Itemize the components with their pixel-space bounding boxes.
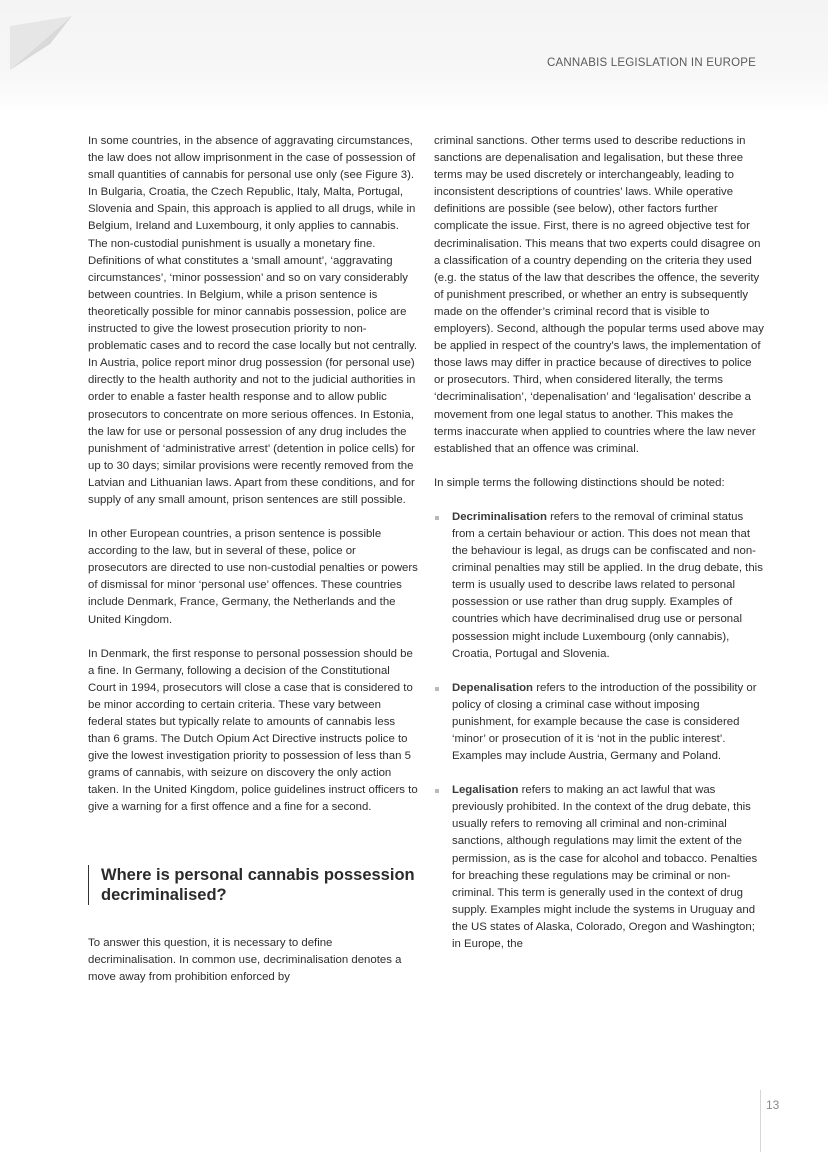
definition-term: Legalisation (452, 784, 519, 797)
definition-text: refers to making an act lawful that was previously prohibited. In the context of the drug debate, this usually refers to removing all criminal and non-criminal sanctions, although regulations may limit the extent of the permission, as is the case for alcohol and tobacco. Penalties for breaching these regulations may be criminal or non-criminal. This term is generally used in the context of drug supply. Examples might include the systems in Uruguay and the US states of Alaska, Colorado, Oregon and Washington; in Europe, the (452, 784, 758, 951)
definition-item (434, 782, 764, 953)
page-number: 13 (766, 1098, 780, 1112)
page-corner-fold-graphic (10, 14, 74, 70)
right-column (434, 133, 764, 970)
body-paragraph: In Denmark, the first response to personal possession should be a fine. In Germany, following a decision of the Constitutional Court in 1994, prosecutors will close a case that is considered to be minor according to certain criteria. These vary between federal states but typically relate to amounts of cannabis less than 6 grams. The Dutch Opium Act Directive instructs police to give the lowest investigation priority to possession of less than 5 grams of cannabis, with seizure on discovery the only action taken. In the United Kingdom, police guidelines instruct officers to give a warning for a first offence and a fine for a second. (88, 647, 418, 814)
section-heading: Where is personal cannabis possession decriminalised? (88, 865, 418, 905)
left-column (88, 133, 418, 1003)
body-paragraph: criminal sanctions. Other terms used to describe reductions in sanctions are depenalisation and legalisation, but these three terms may be used discretely or interchangeably, leading to inconsistent descriptions of countries’ laws. While operative definitions are possible (see below), other factors further complicate the issue. First, there is no agreed objective test for decriminalisation. This means that two experts could disagree on a classification of a country depending on the criteria they used (e.g. the status of the law that describes the offence, the severity of punishment prescribed, or whether an entry is subsequently made on the offender’s criminal record that is visible to employers). Second, although the popular terms used above may be applied in respect of the country’s laws, the implementation of those laws may differ in practice because of directives to police or prosecutors. Third, when considered literally, the terms ‘decriminalisation’, ‘depenalisation’ and ‘legalisation’ describe a movement from one legal status to another. This makes the terms inaccurate when applied to countries where the law never established that an offence was criminal. (434, 135, 764, 455)
definition-item (434, 680, 764, 765)
bullet-square-icon (435, 516, 439, 520)
definition-item (434, 509, 764, 663)
body-paragraph: To answer this question, it is necessary to define decriminalisation. In common use, decriminalisation denotes a move away from prohibition enforced by (88, 936, 402, 983)
definition-term: Depenalisation (452, 681, 534, 694)
body-paragraph: In some countries, in the absence of aggravating circumstances, the law does not allow imprisonment in the case of possession of small quantities of cannabis for personal use only (see Figure 3). In Bulgaria, Croatia, the Czech Republic, Italy, Malta, Portugal, Slovenia and Spain, this approach is applied to all drugs, while in Belgium, Ireland and Luxembourg, it only applies to cannabis. The non-custodial punishment is usually a monetary fine. Definitions of what constitutes a ‘small amount’, ‘aggravating circumstances’, ‘minor possession’ and so on vary considerably between countries. In Belgium, while a prison sentence is theoretically possible for minor cannabis possession, police are instructed to give the lowest prosecution priority to non-problematic cases and to record the case locally but not centrally. In Austria, police report minor drug possession (for personal use) directly to the health authority and not to the judicial authorities in order to enable a faster health response and to allow public prosecutors to concentrate on more serious offences. In Estonia, the law for use or personal possession of any drug includes the punishment of ‘administrative arrest’ (detention in police cells) for up to 30 days; similar provisions were recently removed from the Latvian and Lithuanian laws. Apart from these conditions, and for supply of any small amount, prison sentences are still possible. (88, 135, 418, 506)
body-paragraph: In simple terms the following distinctions should be noted: (434, 476, 725, 489)
definition-term: Decriminalisation (452, 510, 547, 523)
running-header-title: CANNABIS LEGISLATION IN EUROPE (546, 57, 756, 69)
definitions-list (434, 509, 764, 953)
definition-text: refers to the introduction of the possibility or policy of closing a criminal case without imposing punishment, for example because the case is considered ‘minor’ or prosecution of it is ‘not in the public interest’. Examples may include Austria, Germany and Poland. (452, 681, 757, 763)
body-paragraph: In other European countries, a prison sentence is possible according to the law, but in several of these, police or prosecutors are directed to use non-custodial penalties or powers of dismissal for minor ‘personal use’ offences. These countries include Denmark, France, Germany, the Netherlands and the United Kingdom. (88, 528, 418, 626)
bullet-square-icon (435, 687, 439, 691)
definition-text: refers to the removal of criminal status from a certain behaviour or action. This does not mean that the behaviour is legal, as drugs can be confiscated and non-criminal penalties may still be applied. In the drug debate, this term is usually used to describe laws related to personal possession or use rather than drug supply. Examples of countries which have decriminalised drug use or personal possession might include Luxembourg (only cannabis), Croatia, Portugal and Slovenia. (452, 510, 763, 660)
bullet-square-icon (435, 789, 439, 793)
page-number-rule (760, 1090, 779, 1152)
